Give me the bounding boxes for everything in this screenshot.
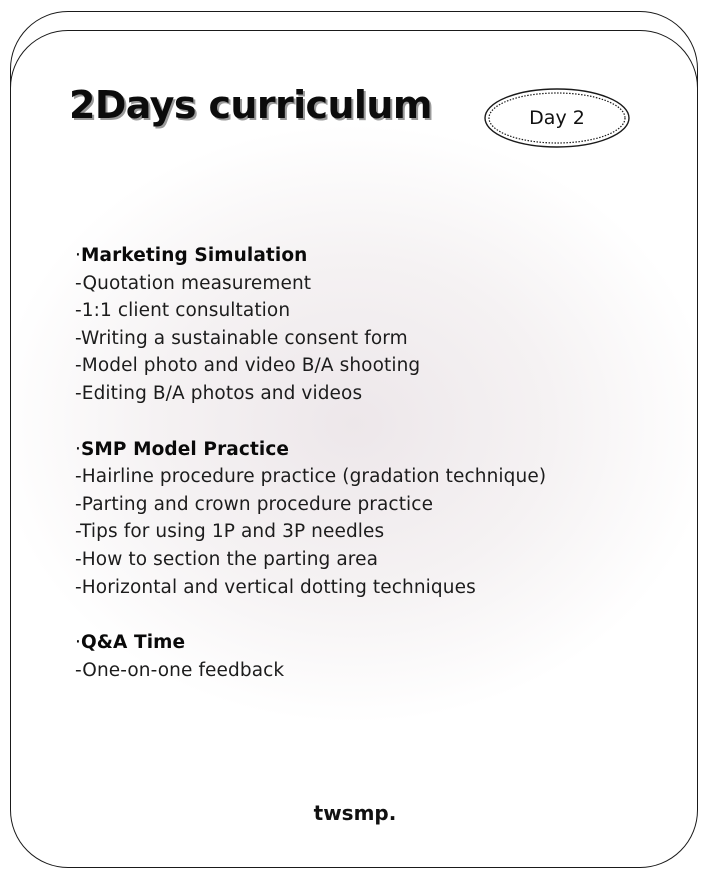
bullet: · [75,632,81,654]
list-item: -How to section the parting area [75,548,379,570]
section-heading [75,629,675,657]
section-heading-text: Marketing Simulation [80,245,308,266]
section-heading [75,242,675,270]
section-smp-model-practice [75,436,675,602]
section-heading [75,436,675,464]
section-heading-text: SMP Model Practice [80,438,290,460]
curriculum-list [75,242,675,684]
section-qa-time [75,629,675,684]
list-item: -1:1 client consultation [75,300,291,322]
section-heading-text: Q&A Time [80,632,186,654]
list-item: -Writing a sustainable consent form [75,327,408,349]
list-item: -Model photo and video B/A shooting [75,355,421,377]
page-title: 2Days curriculum [69,83,432,127]
section-marketing-simulation [75,242,675,408]
list-item: -Tips for using 1P and 3P needles [75,521,385,543]
list-item: -Editing B/A photos and videos [75,382,363,404]
list-item: -Parting and crown procedure practice [75,493,434,515]
day-badge-label: Day 2 [529,107,585,129]
bullet: · [75,438,81,460]
day-badge [483,87,631,149]
list-item: -Hairline procedure practice (gradation technique) [75,466,547,488]
list-item: -One-on-one feedback [75,659,285,681]
list-item: -Quotation measurement [75,272,312,294]
bullet: · [75,245,81,266]
list-item: -Horizontal and vertical dotting techniques [75,576,476,598]
brand-wordmark: twsmp. [313,801,397,825]
curriculum-card [10,30,698,868]
